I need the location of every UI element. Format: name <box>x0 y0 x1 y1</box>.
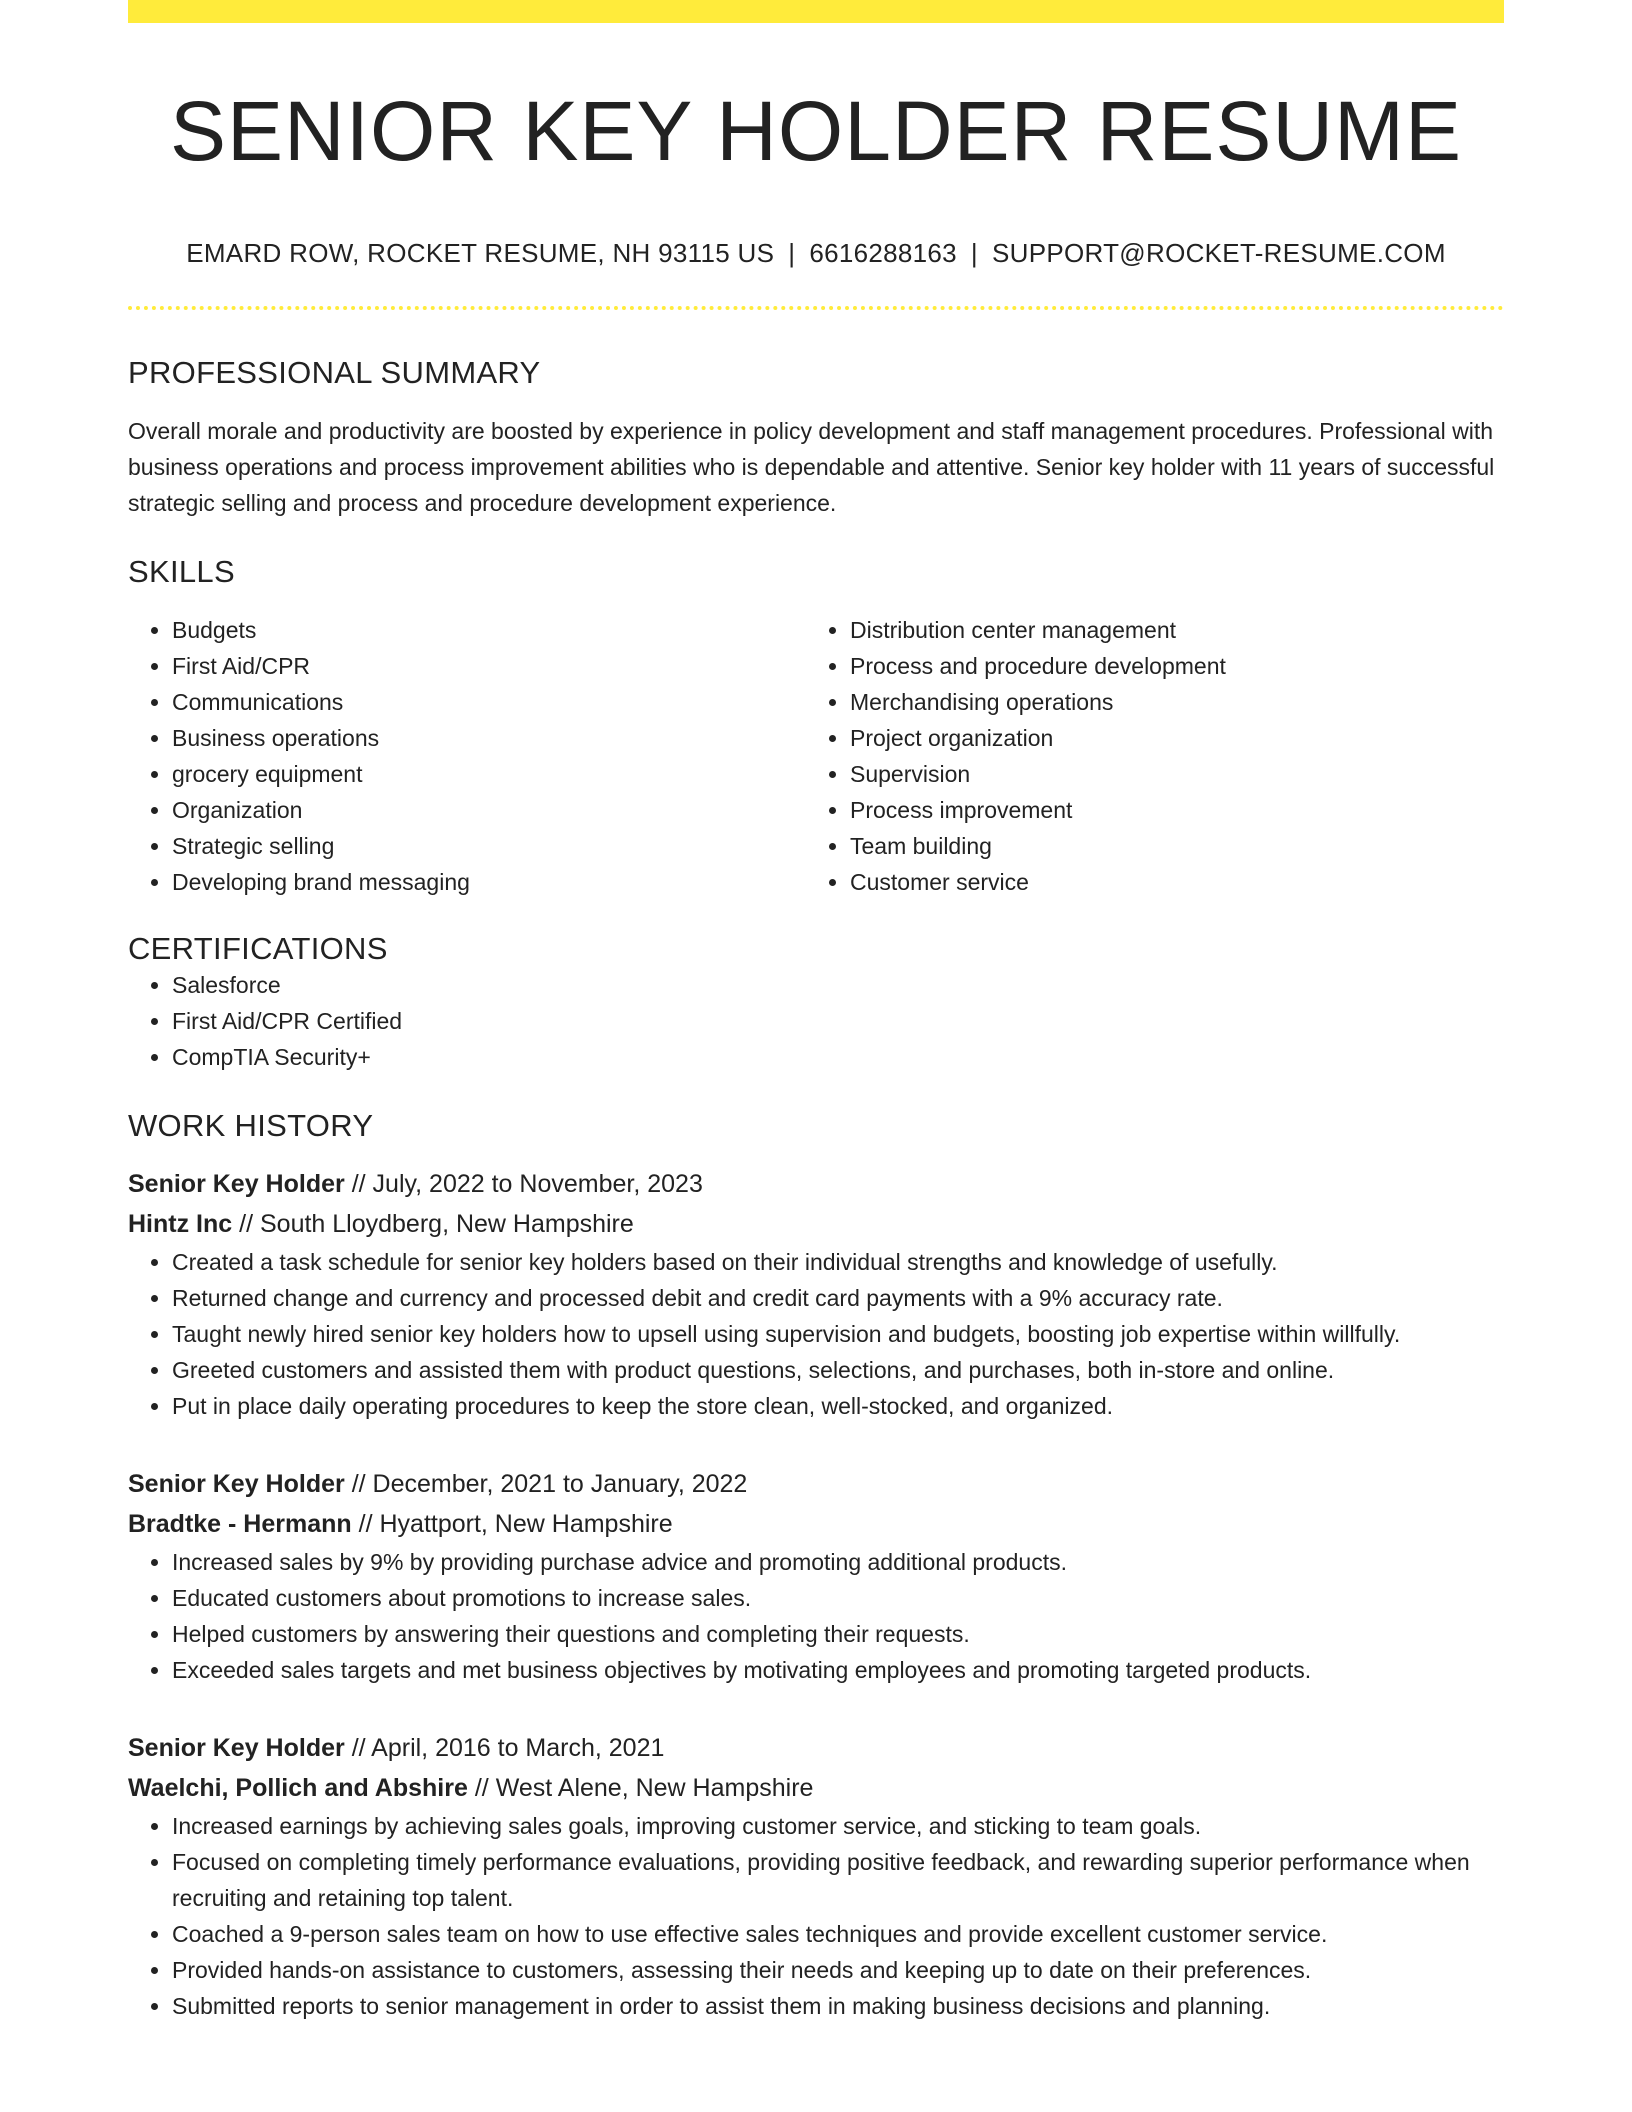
skill-item: • First Aid/CPR <box>172 648 806 684</box>
skills-list-left <box>128 612 806 900</box>
job-bullet: • Provided hands-on assistance to customers, assessing their needs and keeping up to date on their preferences. <box>172 1952 1504 1988</box>
job-bullet: • Greeted customers and assisted them with product questions, selections, and purchases, both in-store and online. <box>172 1352 1504 1388</box>
skill-item: • Process and procedure development <box>850 648 1484 684</box>
job-location: South Lloydberg, New Hampshire <box>259 1210 634 1239</box>
skill-item: • Supervision <box>850 756 1484 792</box>
job-bullet: • Helped customers by answering their questions and completing their requests. <box>172 1616 1504 1652</box>
job-bullet: • Exceeded sales targets and met business objectives by motivating employees and promoting targeted products. <box>172 1652 1504 1688</box>
work-history-heading: WORK HISTORY <box>128 1108 374 1144</box>
job-bullet: • Focused on completing timely performance evaluations, providing positive feedback, and rewarding superior performance when recruiting and retaining top talent. <box>172 1844 1504 1916</box>
job-bullet: • Submitted reports to senior management in order to assist them in making business decisions and planning. <box>172 1988 1504 2024</box>
job-bullet: • Educated customers about promotions to increase sales. <box>172 1580 1504 1616</box>
job-separator: // <box>474 1774 489 1803</box>
skill-item: • Project organization <box>850 720 1484 756</box>
job-separator: // <box>351 1470 366 1499</box>
job-bullet: • Taught newly hired senior key holders how to upsell using supervision and budgets, boosting job expertise within willfully. <box>172 1316 1504 1352</box>
job-title-line <box>128 1464 1504 1504</box>
skill-item: • Communications <box>172 684 806 720</box>
skill-item: • Developing brand messaging <box>172 864 806 900</box>
skills-column-left <box>128 612 806 900</box>
job-company-line <box>128 1504 1504 1544</box>
job-company-line <box>128 1768 1504 1808</box>
certification-item: • CompTIA Security+ <box>172 1039 1504 1075</box>
job-entry <box>128 1728 1504 2024</box>
job-bullet: • Coached a 9-person sales team on how to use effective sales techniques and provide excellent customer service. <box>172 1916 1504 1952</box>
accent-top-bar <box>128 0 1504 23</box>
job-title: Senior Key Holder <box>128 1734 345 1763</box>
job-title-line <box>128 1164 1504 1204</box>
skills-heading: SKILLS <box>128 553 235 589</box>
job-title-line <box>128 1728 1504 1768</box>
job-bullet: • Increased earnings by achieving sales goals, improving customer service, and sticking to team goals. <box>172 1808 1504 1844</box>
contact-email: SUPPORT@ROCKET-RESUME.COM <box>991 238 1446 269</box>
job-bullet: • Created a task schedule for senior key holders based on their individual strengths and knowledge of usefully. <box>172 1244 1504 1280</box>
job-separator: // <box>358 1510 373 1539</box>
skills-list-right <box>806 612 1484 900</box>
certification-item: • First Aid/CPR Certified <box>172 1003 1504 1039</box>
skill-item: • Distribution center management <box>850 612 1484 648</box>
job-location: Hyattport, New Hampshire <box>379 1510 673 1539</box>
skill-item: • Process improvement <box>850 792 1484 828</box>
contact-line <box>128 238 1504 269</box>
skill-item: • Business operations <box>172 720 806 756</box>
job-company: Bradtke - Hermann <box>128 1510 352 1539</box>
resume-page <box>128 0 1504 2024</box>
skill-item: • Budgets <box>172 612 806 648</box>
job-location: West Alene, New Hampshire <box>495 1774 814 1803</box>
job-bullet: • Returned change and currency and processed debit and credit card payments with a 9% accuracy rate. <box>172 1280 1504 1316</box>
skill-item: • Strategic selling <box>172 828 806 864</box>
skill-item: • Merchandising operations <box>850 684 1484 720</box>
job-dates: July, 2022 to November, 2023 <box>372 1170 703 1199</box>
certifications-heading: CERTIFICATIONS <box>128 930 388 966</box>
job-dates: December, 2021 to January, 2022 <box>372 1470 748 1499</box>
contact-separator: | <box>788 238 796 269</box>
resume-title: SENIOR KEY HOLDER RESUME <box>169 84 1463 178</box>
job-bullet: • Increased sales by 9% by providing purchase advice and promoting additional products. <box>172 1544 1504 1580</box>
skills-grid <box>128 612 1504 900</box>
job-title: Senior Key Holder <box>128 1470 345 1499</box>
job-separator: // <box>239 1210 254 1239</box>
job-title: Senior Key Holder <box>128 1170 345 1199</box>
skill-item: • Team building <box>850 828 1484 864</box>
job-dates: April, 2016 to March, 2021 <box>371 1734 665 1763</box>
skill-item: • Customer service <box>850 864 1484 900</box>
contact-phone: 6616288163 <box>809 238 957 269</box>
dotted-divider <box>128 306 1504 310</box>
contact-separator: | <box>970 238 978 269</box>
skill-item: • Organization <box>172 792 806 828</box>
job-bullet-list <box>128 1244 1504 1424</box>
contact-address: EMARD ROW, ROCKET RESUME, NH 93115 US <box>186 238 775 269</box>
job-entry <box>128 1464 1504 1688</box>
job-company: Waelchi, Pollich and Abshire <box>128 1774 468 1803</box>
skills-column-right <box>806 612 1484 900</box>
job-bullet-list <box>128 1544 1504 1688</box>
certifications-list <box>128 967 1504 1075</box>
skill-item: • grocery equipment <box>172 756 806 792</box>
job-separator: // <box>351 1170 366 1199</box>
job-bullet-list <box>128 1808 1504 2024</box>
summary-heading: PROFESSIONAL SUMMARY <box>128 354 541 390</box>
job-company: Hintz Inc <box>128 1210 233 1239</box>
certification-item: • Salesforce <box>172 967 1504 1003</box>
job-company-line <box>128 1204 1504 1244</box>
job-entry <box>128 1164 1504 1424</box>
summary-text: Overall morale and productivity are boosted by experience in policy development and staff management procedures. Professional with business operations and process improvement abilities who is dependable and attentive. Senior key holder with 11 years of successful strategic selling and process and procedure development experience. <box>128 417 1495 516</box>
job-bullet: • Put in place daily operating procedures to keep the store clean, well-stocked, and organized. <box>172 1388 1504 1424</box>
job-separator: // <box>351 1734 366 1763</box>
